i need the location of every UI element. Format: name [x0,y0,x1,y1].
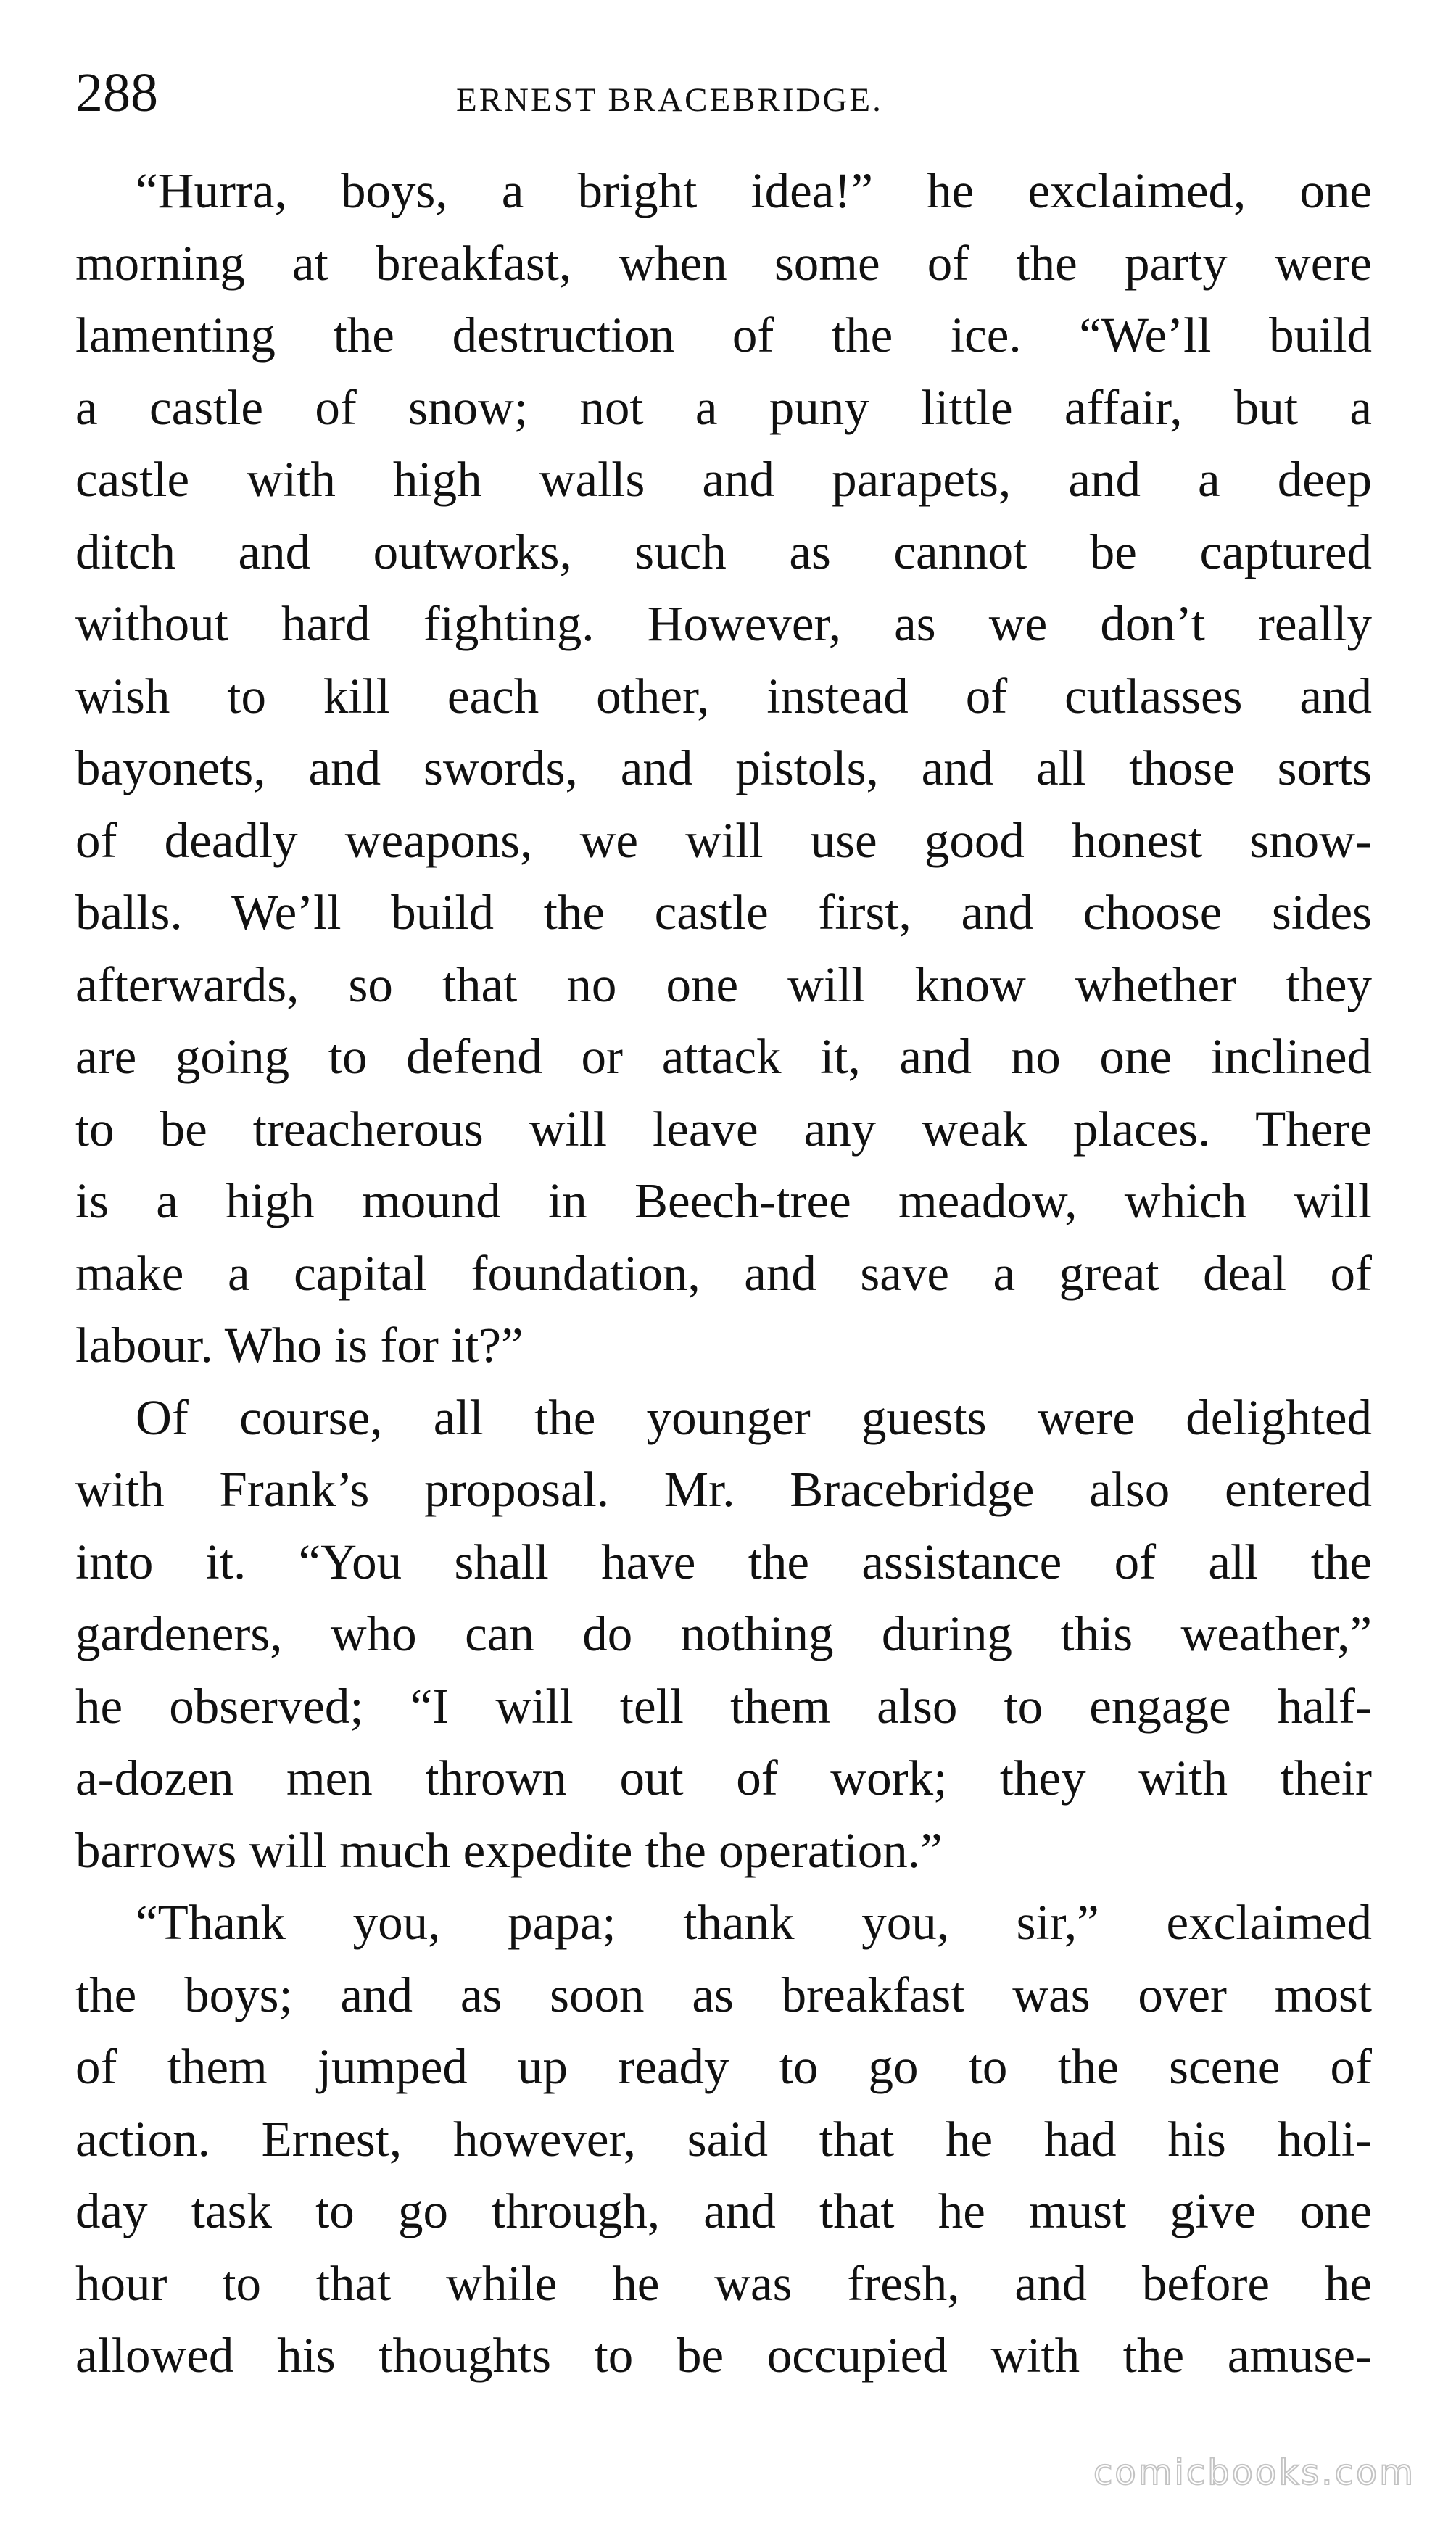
text-line: lamenting the destruction of the ice. “We’ll build [75,307,1372,363]
text-line: barrows will much expedite the operation.” [75,1822,943,1878]
text-line: “Hurra, boys, a bright idea!” he exclaimed, one [136,163,1372,218]
text-line: of deadly weapons, we will use good honest snow- [75,812,1372,868]
text-line: afterwards, so that no one will know whether they [75,956,1372,1012]
page-number: 288 [75,62,158,123]
text-line: ditch and outworks, such as cannot be captured [75,524,1372,579]
text-line: to be treacherous will leave any weak places. There [75,1101,1372,1157]
text-line: with Frank’s proposal. Mr. Bracebridge also entered [75,1462,1372,1517]
text-line: is a high mound in Beech-tree meadow, which will [75,1173,1372,1228]
text-line: allowed his thoughts to be occupied with the amuse- [75,2328,1372,2383]
paragraph [75,1382,1372,1888]
text-line: day task to go through, and that he must give one [75,2183,1372,2238]
text-line: are going to defend or attack it, and no one inclined [75,1029,1372,1084]
text-line: a-dozen men thrown out of work; they with their [75,1750,1372,1806]
text-line: a castle of snow; not a puny little affair, but a [75,379,1372,435]
text-line: of them jumped up ready to go to the scene of [75,2039,1372,2094]
text-line: into it. “You shall have the assistance of all the [75,1534,1372,1589]
text-line: “Thank you, papa; thank you, sir,” exclaimed [136,1895,1372,1950]
text-line: bayonets, and swords, and pistols, and all those sorts [75,740,1372,795]
text-line: castle with high walls and parapets, and a deep [75,452,1372,507]
text-line: wish to kill each other, instead of cutlasses and [75,668,1372,724]
text-line: Of course, all the younger guests were delighted [136,1389,1372,1445]
running-title: ERNEST BRACEBRIDGE. [456,81,883,119]
page-header [75,57,1381,129]
text-line: balls. We’ll build the castle first, and choose sides [75,885,1372,940]
watermark: comicbooks.com [1093,2452,1415,2493]
body-text [75,155,1372,2392]
text-line: without hard fighting. However, as we don’t really [75,596,1372,651]
text-line: gardeners, who can do nothing during this weather,” [75,1606,1372,1661]
text-line: morning at breakfast, when some of the party were [75,235,1372,291]
text-line: hour to that while he was fresh, and before he [75,2255,1372,2311]
text-line: labour. Who is for it?” [75,1318,524,1373]
paragraph [75,1887,1372,2392]
text-line: make a capital foundation, and save a great deal of [75,1245,1372,1301]
text-line: the boys; and as soon as breakfast was over most [75,1967,1372,2022]
text-line: he observed; “I will tell them also to engage half- [75,1678,1372,1734]
paragraph [75,155,1372,1382]
text-line: action. Ernest, however, said that he had his holi- [75,2111,1372,2167]
